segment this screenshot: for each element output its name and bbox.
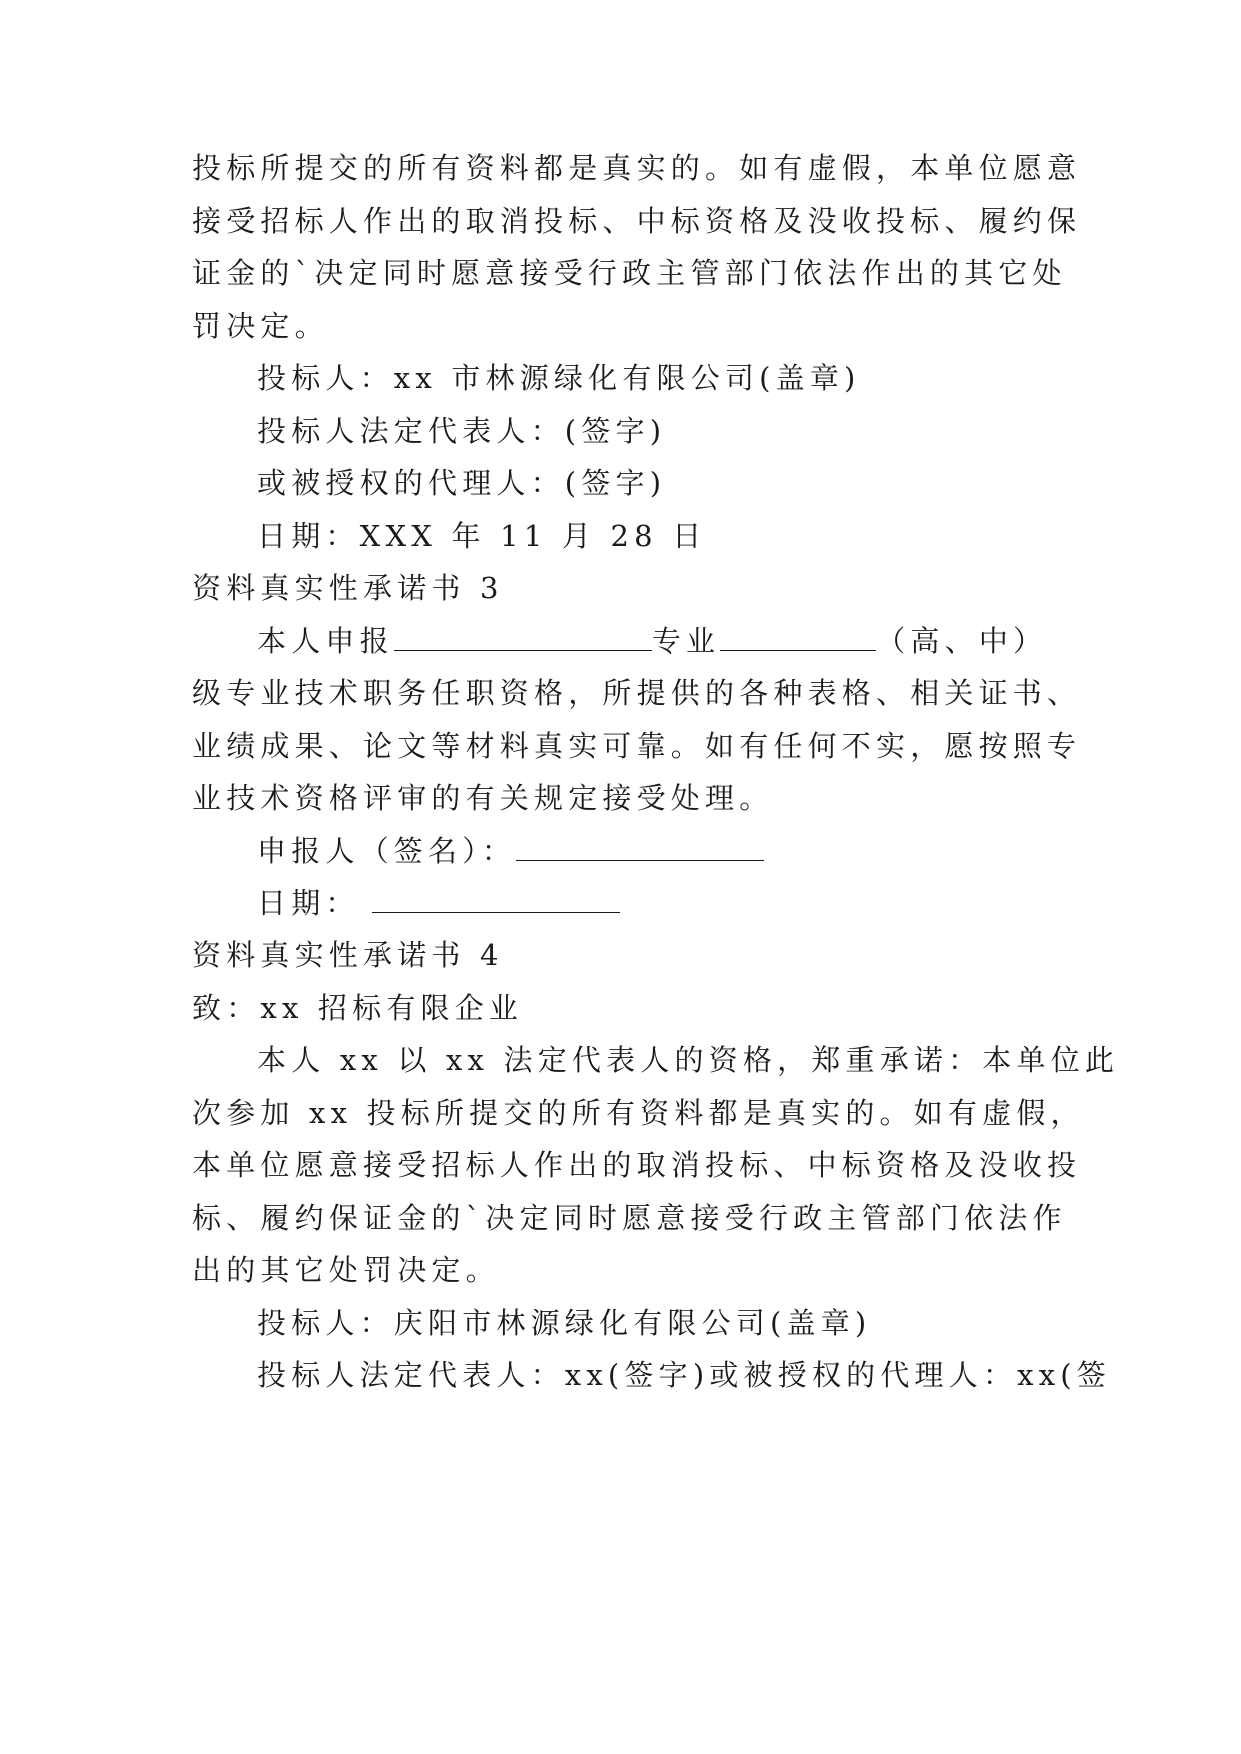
paragraph-line: 业技术资格评审的有关规定接受处理。: [192, 781, 774, 815]
date-line: 日期：XXX 年 11 月 28 日: [257, 519, 707, 553]
bidder-line: 投标人：xx 市林源绿化有限公司(盖章): [257, 361, 861, 395]
specialty-blank: [394, 622, 652, 651]
signer-label: 申报人（签名）：: [257, 834, 517, 868]
paragraph-line: 出的其它处罚决定。: [192, 1253, 500, 1287]
agent-line: 或被授权的代理人：(签字): [257, 466, 667, 500]
addressee-line: 致：xx 招标有限企业: [192, 991, 524, 1025]
declaration-prefix: 本人申报: [257, 624, 394, 658]
declaration-suffix: （高、中）: [876, 624, 1048, 658]
section-title: 资料真实性承诺书 4: [192, 938, 504, 972]
date-label: 日期：: [257, 886, 360, 920]
paragraph-line: 本人 xx 以 xx 法定代表人的资格，郑重承诺：本单位此: [257, 1043, 1120, 1077]
paragraph-line: 投标所提交的所有资料都是真实的。如有虚假，本单位愿意: [192, 151, 1082, 185]
paragraph-line: 标、履约保证金的`决定同时愿意接受行政主管部门依法作: [192, 1201, 1067, 1235]
date-line: [257, 883, 620, 923]
paragraph-line: 业绩成果、论文等材料真实可靠。如有任何不实，愿按照专: [192, 729, 1082, 763]
signer-line: [257, 831, 764, 871]
paragraph-line: 罚决定。: [192, 309, 329, 343]
date-blank: [372, 884, 620, 913]
bidder-line: 投标人：庆阳市林源绿化有限公司(盖章): [257, 1306, 872, 1340]
paragraph-line: 本单位愿意接受招标人作出的取消投标、中标资格及没收投: [192, 1148, 1082, 1182]
paragraph-line: 级专业技术职务任职资格，所提供的各种表格、相关证书、: [192, 676, 1082, 710]
legal-rep-line: 投标人法定代表人：(签字): [257, 414, 667, 448]
paragraph-line: 次参加 xx 投标所提交的所有资料都是真实的。如有虚假，: [192, 1096, 1085, 1130]
declaration-line: [257, 621, 1047, 661]
section-title: 资料真实性承诺书 3: [192, 571, 504, 605]
level-blank: [720, 622, 876, 651]
declaration-mid: 专业: [651, 624, 721, 658]
paragraph-line: 证金的`决定同时愿意接受行政主管部门依法作出的其它处: [192, 256, 1067, 290]
paragraph-line: 接受招标人作出的取消投标、中标资格及没收投标、履约保: [192, 204, 1082, 238]
signature-blank: [516, 832, 764, 861]
legal-rep-line: 投标人法定代表人：xx(签字)或被授权的代理人：xx(签: [257, 1358, 1111, 1392]
